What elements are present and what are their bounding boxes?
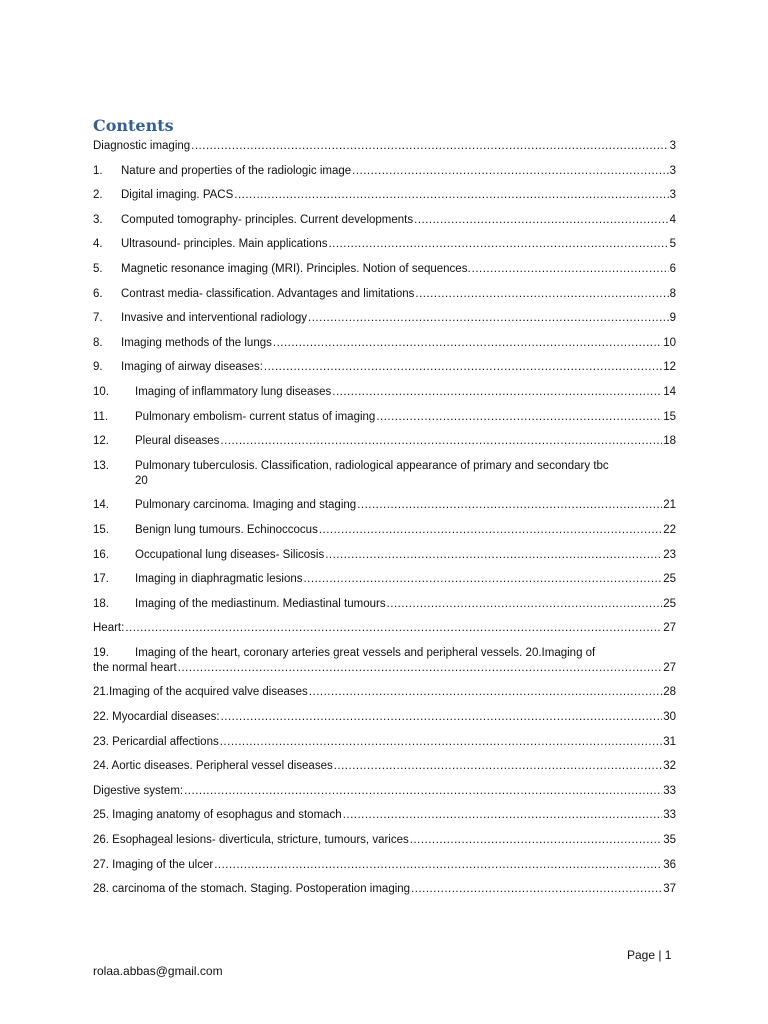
toc-entry-21[interactable] [93, 685, 676, 700]
toc-entry-page: 21 [663, 499, 676, 512]
toc-entry-title: Computed tomography- principles. Current developments [121, 213, 414, 226]
toc-entry-6[interactable] [93, 287, 676, 302]
toc-leader-dots [125, 621, 662, 636]
toc-leader-dots [411, 882, 662, 897]
toc-entry-page: 10 [663, 336, 676, 349]
toc-leader-dots [220, 434, 662, 449]
toc-entry-title: Nature and properties of the radiologic image [121, 164, 352, 177]
toc-entry-page: 28 [663, 686, 676, 699]
toc-entry-title-continued: the normal heart [93, 661, 177, 674]
toc-entry-page: 12 [663, 361, 676, 374]
toc-entry-page: 33 [663, 784, 676, 797]
toc-entry-15[interactable] [93, 523, 676, 538]
toc-entry-number: 1. [93, 164, 103, 177]
toc-entry-page: 36 [663, 858, 676, 871]
toc-leader-dots [220, 735, 662, 750]
toc-entry-number: 14. [93, 499, 109, 512]
toc-entry-title: Imaging methods of the lungs [121, 336, 272, 349]
toc-entry-page: 5 [669, 238, 676, 251]
toc-leader-dots [184, 784, 662, 799]
toc-entry-page: 9 [669, 312, 676, 325]
toc-leader-dots [352, 164, 668, 179]
toc-entry-title: Invasive and interventional radiology [121, 312, 308, 325]
toc-entry-title: Heart: [93, 622, 125, 635]
toc-leader-dots [191, 139, 668, 154]
toc-entry-title: Pulmonary embolism- current status of imaging [135, 410, 376, 423]
toc-leader-dots [319, 523, 662, 538]
toc-entry-page: 33 [663, 809, 676, 822]
toc-entry-number: 2. [93, 189, 103, 202]
toc-entry-page: 31 [663, 735, 676, 748]
toc-entry-page: 35 [663, 834, 676, 847]
toc-entry-digestive-system[interactable] [93, 784, 676, 799]
toc-entry-title: Pulmonary tuberculosis. Classification, radiological appearance of primary and secondary tbc [135, 459, 609, 472]
toc-entry-27[interactable] [93, 858, 676, 873]
toc-entry-title: Diagnostic imaging [93, 140, 191, 152]
toc-entry-title: Contrast media- classification. Advantages and limitations [121, 287, 415, 300]
toc-entry-26[interactable] [93, 833, 676, 848]
contents-heading: Contents [93, 116, 174, 135]
toc-entry-title: 24. Aortic diseases. Peripheral vessel diseases [93, 760, 333, 773]
toc-leader-dots [415, 287, 668, 302]
toc-leader-dots [328, 237, 668, 252]
toc-entry-title: Pulmonary carcinoma. Imaging and staging [135, 499, 357, 512]
toc-entry-number: 12. [93, 435, 109, 448]
toc-leader-dots [214, 858, 662, 873]
toc-leader-dots [334, 759, 662, 774]
toc-entry-page: 22 [663, 523, 676, 536]
table-of-contents [93, 137, 676, 897]
toc-entry-12[interactable] [93, 434, 676, 449]
toc-entry-7[interactable] [93, 311, 676, 326]
toc-entry-title: Imaging of airway diseases: [121, 361, 263, 374]
toc-leader-dots [309, 685, 662, 700]
toc-entry-page: 8 [669, 287, 676, 300]
toc-entry-25[interactable] [93, 808, 676, 823]
toc-entry-number: 15. [93, 523, 109, 536]
toc-entry-title: Benign lung tumours. Echinoccocus [135, 523, 318, 536]
toc-entry-3[interactable] [93, 213, 676, 228]
toc-leader-dots [325, 548, 662, 563]
toc-entry-number: 13. [93, 459, 109, 472]
toc-entry-title: 28. carcinoma of the stomach. Staging. Postoperation imaging [93, 883, 411, 896]
toc-entry-page: 37 [663, 883, 676, 896]
toc-leader-dots [303, 572, 662, 587]
toc-entry-title: Magnetic resonance imaging (MRI). Principles. Notion of sequences. [121, 262, 471, 275]
toc-entry-11[interactable] [93, 410, 676, 425]
toc-entry-number: 7. [93, 312, 103, 325]
toc-entry-title: Occupational lung diseases- Silicosis [135, 548, 325, 561]
toc-entry-17[interactable] [93, 572, 676, 587]
toc-entry-title: Digital imaging. PACS [121, 189, 234, 202]
toc-entry-24[interactable] [93, 759, 676, 774]
toc-entry-19[interactable] [93, 646, 676, 676]
toc-entry-title: Imaging of the mediastinum. Mediastinal tumours [135, 597, 386, 610]
toc-entry-number: 19. [93, 646, 109, 659]
toc-leader-dots [376, 410, 662, 425]
toc-entry-number: 10. [93, 385, 109, 398]
toc-entry-title: 23. Pericardial affections [93, 735, 219, 748]
toc-entry-title: 21.Imaging of the acquired valve diseases [93, 686, 308, 699]
toc-entry-page: 25 [663, 597, 676, 610]
toc-entry-9[interactable] [93, 360, 676, 375]
toc-entry-page: 3 [669, 164, 676, 177]
toc-entry-page: 18 [663, 435, 676, 448]
toc-entry-number: 9. [93, 361, 103, 374]
toc-entry-14[interactable] [93, 498, 676, 513]
toc-entry-page: 30 [663, 711, 676, 724]
toc-leader-dots [308, 311, 669, 326]
toc-leader-dots [387, 597, 663, 612]
toc-leader-dots [221, 710, 663, 725]
toc-entry-title: Pleural diseases [135, 435, 220, 448]
toc-entry-number: 11. [93, 410, 109, 423]
toc-entry-title: 25. Imaging anatomy of esophagus and stomach [93, 809, 342, 822]
toc-entry-title: 22. Myocardial diseases: [93, 711, 220, 724]
toc-entry-4[interactable] [93, 237, 676, 252]
toc-entry-page: 14 [663, 385, 676, 398]
toc-entry-page: 27 [663, 661, 676, 674]
footer-email: rolaa.abbas@gmail.com [93, 964, 223, 978]
toc-entry-page: 27 [663, 622, 676, 635]
toc-entry-page: 20 [135, 474, 148, 487]
toc-entry-23[interactable] [93, 735, 676, 750]
toc-entry-title: Imaging in diaphragmatic lesions [135, 573, 303, 586]
toc-entry-diagnostic-imaging[interactable] [93, 139, 676, 154]
toc-leader-dots [264, 360, 662, 375]
toc-entry-page: 23 [663, 548, 676, 561]
toc-leader-dots [357, 498, 662, 513]
toc-entry-page: 4 [669, 213, 676, 226]
toc-entry-10[interactable] [93, 385, 676, 400]
toc-entry-1[interactable] [93, 164, 676, 179]
page-number: Page | 1 [627, 948, 672, 962]
toc-leader-dots [472, 262, 669, 277]
toc-entry-number: 17. [93, 573, 109, 586]
toc-entry-title: Ultrasound- principles. Main applications [121, 238, 328, 251]
toc-entry-title: Digestive system: [93, 784, 184, 797]
toc-entry-title: Imaging of inflammatory lung diseases [135, 385, 332, 398]
toc-entry-18[interactable] [93, 597, 676, 612]
toc-entry-22[interactable] [93, 710, 676, 725]
toc-leader-dots [332, 385, 662, 400]
toc-entry-16[interactable] [93, 548, 676, 563]
toc-entry-number: 16. [93, 548, 109, 561]
toc-entry-8[interactable] [93, 336, 676, 351]
toc-leader-dots [414, 213, 668, 228]
toc-leader-dots [234, 188, 668, 203]
toc-entry-title: Imaging of the heart, coronary arteries great vessels and peripheral vessels. 20.Imaging of [135, 646, 596, 659]
toc-leader-dots [178, 661, 662, 676]
toc-entry-5[interactable] [93, 262, 676, 277]
toc-entry-title: 26. Esophageal lesions- diverticula, stricture, tumours, varices [93, 834, 409, 847]
toc-entry-page: 6 [669, 262, 676, 275]
toc-entry-page: 25 [663, 573, 676, 586]
toc-entry-title: 27. Imaging of the ulcer [93, 858, 214, 871]
toc-entry-number: 3. [93, 213, 103, 226]
toc-entry-page: 3 [669, 140, 676, 152]
toc-entry-number: 18. [93, 597, 109, 610]
toc-entry-number: 4. [93, 238, 103, 251]
toc-leader-dots [410, 833, 662, 848]
toc-entry-number: 5. [93, 262, 103, 275]
toc-entry-2[interactable] [93, 188, 676, 203]
toc-leader-dots [343, 808, 663, 823]
toc-entry-number: 6. [93, 287, 103, 300]
toc-entry-13[interactable] [93, 459, 676, 489]
toc-entry-page: 3 [669, 189, 676, 202]
toc-leader-dots [273, 336, 662, 351]
toc-entry-heart[interactable] [93, 621, 676, 636]
toc-entry-page: 15 [663, 410, 676, 423]
toc-entry-page: 32 [663, 760, 676, 773]
toc-entry-28[interactable] [93, 882, 676, 897]
toc-entry-number: 8. [93, 336, 103, 349]
